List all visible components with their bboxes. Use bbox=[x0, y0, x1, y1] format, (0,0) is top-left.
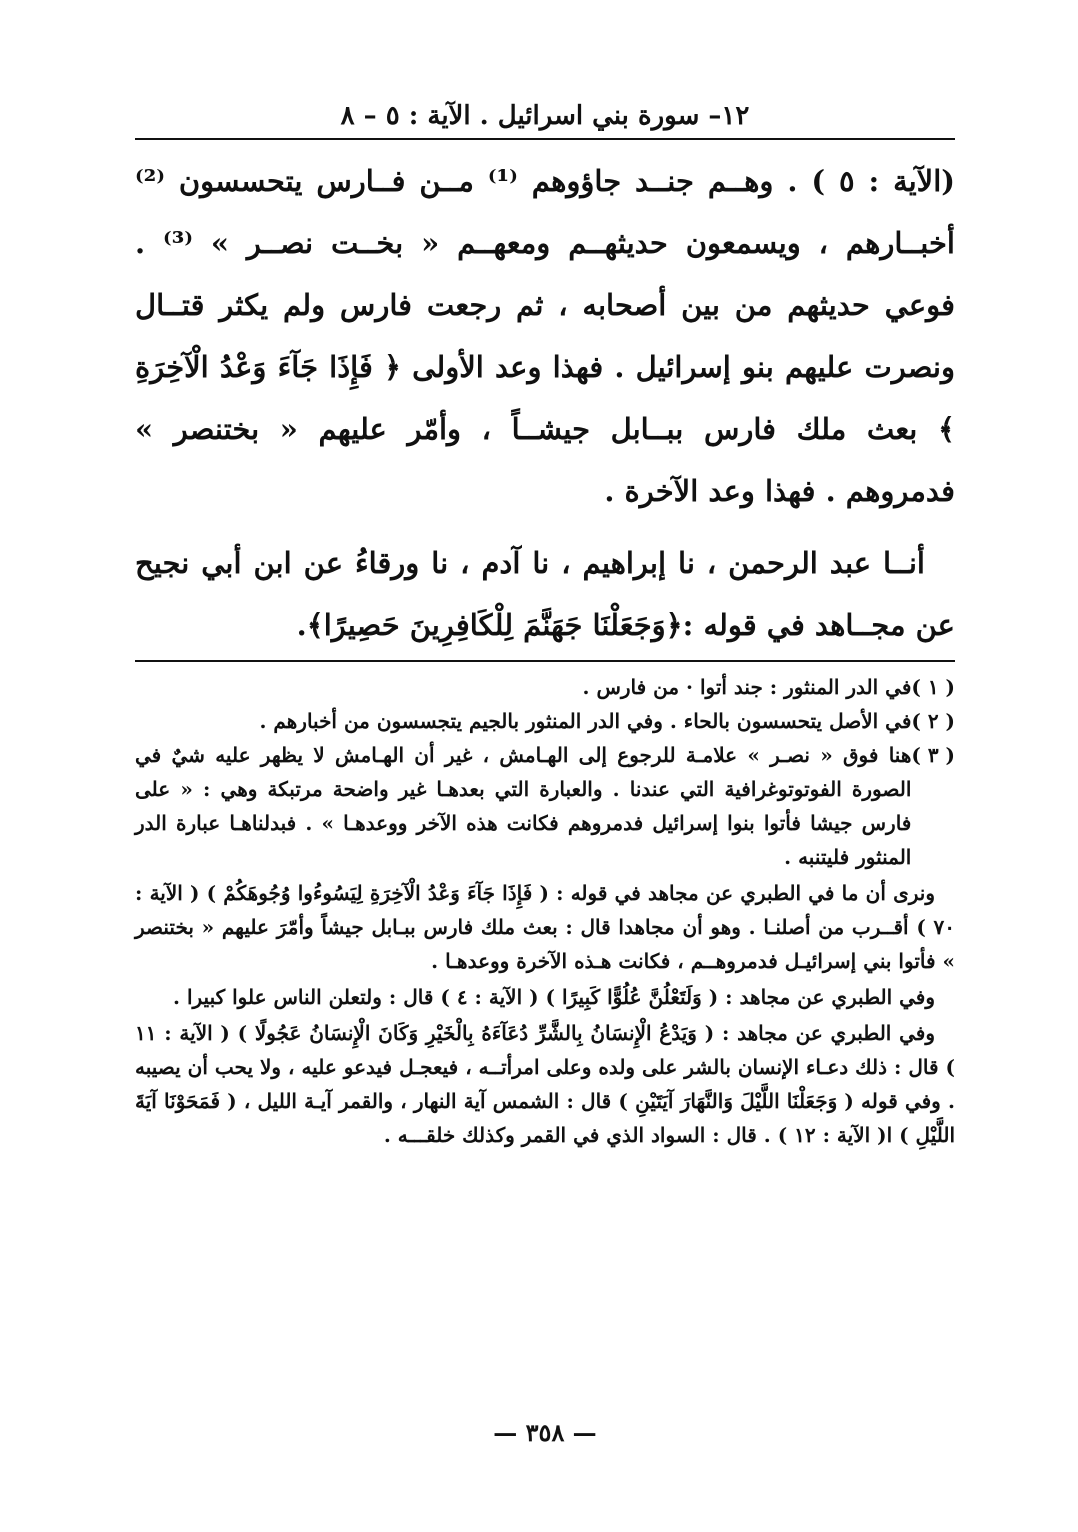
footnote-paragraph: وفي الطبري عن مجاهد : ( وَيَدْعُ الْإِنسَانُ بِالشَّرِّ دُعَآءَهُ بِالْخَيْرِ وَكَانَ الْإِنسَانُ عَجُولًا ) ( الآية : ١١ ) قال : ذلك دعـاء الإنسان بالشر على ولده وعلى امرأتــه ، فيعجـل فيدعو عليه ، ولا يحب أن يصيبه . وفي قوله ( وَجَعَلْنَا اللَّيْلَ وَالنَّهَارَ آيَتَيْنِ ) قال : الشمس آية النهار ، والقمر آيـة الليل ، ( فَمَحَوْنَا آيَةَ اللَّيْلِ ) ا( الآية : ١٢ ) . قال : السواد الذي في القمر وكذلك خلقـــه . bbox=[135, 1020, 955, 1147]
footnote-rule bbox=[135, 660, 955, 662]
footnote-3 bbox=[135, 738, 955, 874]
page-number: — ٣٥٨ — bbox=[493, 1418, 597, 1447]
footnote-number: ( ١ ) bbox=[911, 674, 955, 699]
footnote-text: في الأصل يتحسسون بالحاء . وفي الدر المنثور بالجيم يتجسسون من أخبارهم . bbox=[259, 708, 912, 733]
footnotes bbox=[135, 670, 955, 1152]
body-paragraph-2: أنــا عبد الرحمن ، نا إبراهيم ، نا آدم ، نا ورقاءُ عن ابن أبي نجيح عن مجــاهد في قوله :﴿وَجَعَلْنَا جَهَنَّمَ لِلْكَافِرِينَ حَصِيرًا﴾. bbox=[135, 546, 955, 642]
footnote-paragraph: ونرى أن ما في الطبري عن مجاهد في قوله : ( فَإِذَا جَآءَ وَعْدُ الْآخِرَةِ لِيَسُوءُوا وُجُوهَكُمْ ) ( الآية : ٧٠ ) أقــرب من أصلنـا . وهو أن مجاهدا قال : بعث ملك فارس ببـابل جيشاً وأمّرَ عليهم « بختنصر » فأتوا بني إسرائيـل فدمروهــم ، فكانت هـذه الآخرة ووعدهـا . bbox=[135, 880, 955, 973]
header-rule bbox=[135, 138, 955, 140]
footnote-text: في الدر المنثور : جند أتوا · من فارس . bbox=[582, 674, 912, 699]
running-header: ١٢– سورة بني اسرائيل . الآية : ٥ – ٨ bbox=[340, 101, 750, 131]
footnote-1 bbox=[135, 670, 955, 704]
footnote-text: هنا فوق « نصـر » علامـة للرجوع إلى الهـامش ، غير أن الهـامش لا يظهر عليه شيٌ في الصورة الفوتوتوغرافية التي عندنا . والعبارة التي بعدهـا غير واضحة مرتبكة وهي : « على فارس جيشا فأتوا بنوا إسرائيل فدمروهم فكانت هذه الآخر ووعدهـا » . فبدلناهـا عبارة الدر المنثور فليتنبه . bbox=[135, 742, 912, 869]
footnote-number: ( ٢ ) bbox=[911, 708, 955, 733]
body-paragraph-1: (الآية : ٥ ) . وهــم جنــد جاؤوهم ⁽¹⁾ مــن فــارس يتحسسون ⁽²⁾ أخبــارهم ، ويسمعون حديثهــم ومعهــم « بخــت نصــر » ⁽³⁾ . فوعي حديثهم من بين أصحابه ، ثم رجعت فارس ولم يكثر قتــال ونصرت عليهم بنو إسرائيل . فهذا وعد الأولى ﴿ فَإِذَا جَآءَ وَعْدُ الْآخِرَةِ ﴾ بعث ملك فارس ببــابل جيشــاً ، وأمّر عليهم « بختنصر » فدمروهم . فهذا وعد الآخرة . bbox=[135, 164, 956, 508]
footnote-2 bbox=[135, 704, 955, 738]
footnote-paragraph: وفي الطبري عن مجاهد : ( وَلَتَعْلُنَّ عُلُوًّا كَبِيرًا ) ( الآية : ٤ ) قال : ولتعلن الناس علوا كبيرا . bbox=[173, 984, 935, 1009]
main-text bbox=[135, 150, 955, 656]
document-page bbox=[135, 96, 955, 1496]
footnote-number: ( ٣ ) bbox=[911, 742, 955, 767]
